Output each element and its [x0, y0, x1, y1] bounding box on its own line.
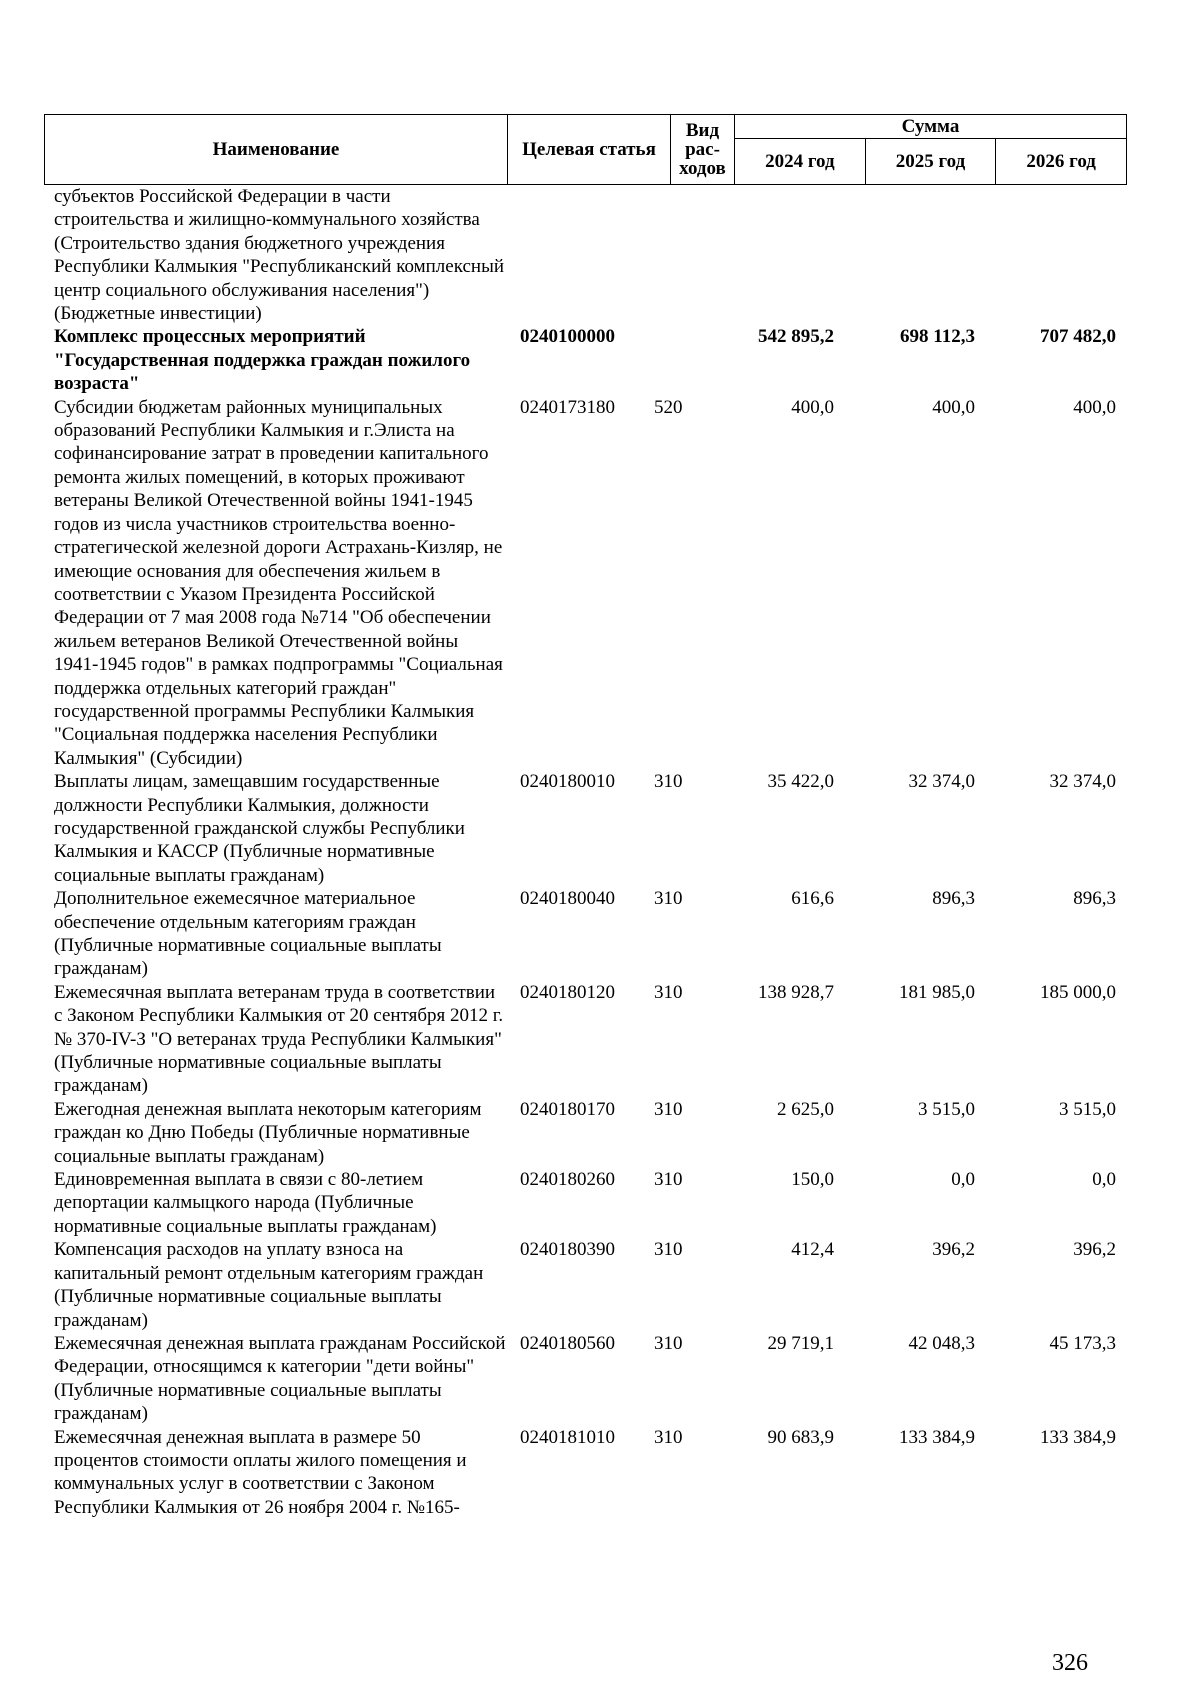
row-kind: 310 [654, 1169, 683, 1191]
row-name: Ежемесячная выплата ветеранам труда в соответствии с Законом Республики Калмыкия от 20 сентября 2012 г. № 370-IV-З "О ветеранах труда Республики Калмыкия" (Публичные нормативные социальные выплаты гражданам) [54, 981, 504, 1097]
table-row [44, 1332, 1127, 1426]
page-number: 326 [1052, 1650, 1088, 1676]
budget-table-page [44, 114, 1127, 1519]
table-row [44, 1168, 1127, 1238]
row-2024: 150,0 [791, 1169, 834, 1191]
header-kind: Вид рас-ходов [671, 115, 735, 185]
row-target: 0240180390 [520, 1239, 615, 1261]
row-name: Ежегодная денежная выплата некоторым категориям граждан ко Дню Победы (Публичные нормативные социальные выплаты гражданам) [54, 1098, 482, 1167]
row-name: Ежемесячная денежная выплата в размере 50 процентов стоимости оплаты жилого помещения и коммунальных услуг в соответствии с Законом Республики Калмыкия от 26 ноября 2004 г. №165- [54, 1426, 467, 1518]
table-row [44, 396, 1127, 771]
row-2024: 29 719,1 [767, 1332, 834, 1354]
row-target: 0240181010 [520, 1426, 615, 1448]
row-name: Ежемесячная денежная выплата гражданам Российской Федерации, относящимся к категории "дети войны" (Публичные нормативные социальные выплаты гражданам) [54, 1332, 506, 1425]
table-row [44, 1238, 1127, 1332]
row-target: 0240100000 [520, 326, 615, 348]
table-row [44, 887, 1127, 981]
row-kind: 310 [654, 1426, 683, 1448]
row-kind: 310 [654, 1332, 683, 1354]
row-2025: 32 374,0 [908, 771, 975, 793]
row-name: Комплекс процессных мероприятий "Государственная поддержка граждан пожилого возраста" [54, 326, 471, 395]
row-2024: 138 928,7 [758, 981, 834, 1003]
row-kind: 310 [654, 888, 683, 910]
row-2024: 542 895,2 [758, 326, 834, 348]
header-2024: 2024 год [735, 139, 866, 185]
row-2024: 400,0 [791, 396, 834, 418]
row-2025 [844, 185, 985, 325]
header-2025: 2025 год [865, 139, 996, 185]
row-2024 [703, 185, 844, 325]
row-target: 0240173180 [520, 396, 615, 418]
row-2025: 400,0 [932, 396, 975, 418]
row-kind: 310 [654, 1239, 683, 1261]
row-kind: 310 [654, 771, 683, 793]
row-name: Компенсация расходов на уплату взноса на капитальный ремонт отдельным категориям граждан (Публичные нормативные социальные выплаты гражданам) [54, 1239, 484, 1331]
row-kind: 310 [654, 1098, 683, 1120]
row-name: субъектов Российской Федерации в части строительства и жилищно-коммунального хозяйства (Строительство здания бюджетного учреждения Республики Калмыкия "Республиканский комплексный центр социального обслуживания населения") (Бюджетные инвестиции) [54, 186, 505, 325]
row-name: Выплаты лицам, замещавшим государственные должности Республики Калмыкия, должности государственной гражданской службы Республики Калмыкия и КАССР (Публичные нормативные социальные выплаты гражданам) [54, 771, 465, 886]
header-sum: Сумма [735, 115, 1127, 139]
row-2025: 0,0 [951, 1169, 975, 1191]
row-2025: 698 112,3 [900, 326, 975, 348]
table-body [44, 185, 1127, 1519]
row-2024: 2 625,0 [777, 1098, 834, 1120]
row-name: Дополнительное ежемесячное материальное обеспечение отдельным категориям граждан (Публичные нормативные социальные выплаты гражданам) [54, 888, 442, 980]
row-2025: 896,3 [932, 888, 975, 910]
row-2026: 133 384,9 [1040, 1426, 1116, 1448]
header-target: Целевая статья [508, 115, 671, 185]
row-target [506, 185, 640, 325]
row-target: 0240180120 [520, 981, 615, 1003]
row-target: 0240180560 [520, 1332, 615, 1354]
row-2026: 32 374,0 [1049, 771, 1116, 793]
header-2026: 2026 год [996, 139, 1127, 185]
row-2024: 90 683,9 [767, 1426, 834, 1448]
header-name: Наименование [45, 115, 508, 185]
row-2025: 133 384,9 [899, 1426, 975, 1448]
row-2026: 707 482,0 [1040, 326, 1116, 348]
row-target: 0240180170 [520, 1098, 615, 1120]
row-2025: 181 985,0 [899, 981, 975, 1003]
row-2024: 616,6 [791, 888, 834, 910]
table-row [44, 981, 1127, 1098]
row-2025: 42 048,3 [908, 1332, 975, 1354]
row-2026: 185 000,0 [1040, 981, 1116, 1003]
row-2026: 396,2 [1073, 1239, 1116, 1261]
row-kind: 520 [654, 396, 683, 418]
row-2026 [985, 185, 1126, 325]
row-kind [640, 325, 703, 395]
row-2026: 896,3 [1073, 888, 1116, 910]
row-2025: 396,2 [932, 1239, 975, 1261]
row-target: 0240180040 [520, 888, 615, 910]
row-2024: 35 422,0 [767, 771, 834, 793]
table-row [44, 1098, 1127, 1168]
row-2026: 400,0 [1073, 396, 1116, 418]
table-row [44, 325, 1127, 395]
row-2025: 3 515,0 [918, 1098, 975, 1120]
row-2024: 412,4 [791, 1239, 834, 1261]
table-row [44, 1426, 1127, 1520]
row-kind: 310 [654, 981, 683, 1003]
row-2026: 45 173,3 [1049, 1332, 1116, 1354]
row-kind [640, 185, 703, 325]
row-2026: 3 515,0 [1059, 1098, 1116, 1120]
table-row [44, 185, 1127, 325]
row-2026: 0,0 [1092, 1169, 1116, 1191]
row-target: 0240180260 [520, 1169, 615, 1191]
row-name: Единовременная выплата в связи с 80-летием депортации калмыцкого народа (Публичные нормативные социальные выплаты гражданам) [54, 1169, 437, 1237]
table-row [44, 770, 1127, 887]
row-name: Субсидии бюджетам районных муниципальных образований Республики Калмыкия и г.Элиста на софинансирование затрат в проведении капитального ремонта жилых помещений, в которых проживают ветераны Великой Отечественной войны 1941-1945 годов из числа участников строительства военно-стратегической железной дороги Астрахань-Кизляр, не имеющие основания для обеспечения жильем в соответствии с Указом Президента Российской Федерации от 7 мая 2008 года №714 "Об обеспечении жильем ветеранов Великой Отечественной войны 1941-1945 годов" в рамках подпрограммы "Социальная поддержка отдельных категорий граждан" государственной программы Республики Калмыкия "Социальная поддержка населения Республики Калмыкия" (Субсидии) [54, 396, 503, 769]
table-header [44, 114, 1127, 185]
row-target: 0240180010 [520, 771, 615, 793]
